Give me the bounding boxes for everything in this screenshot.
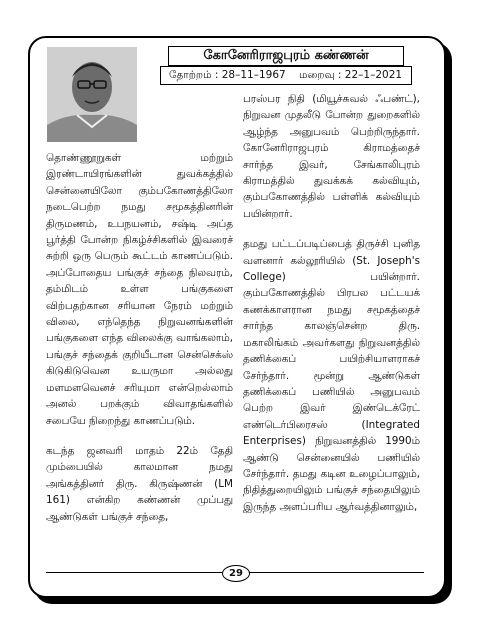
paragraph: தமது பட்டப்படிப்பைத் திருச்சி புனித வளனார் கல்லூரியில் (St. Joseph's College) பயின்றார். கும்பகோணத்தில் பிரபல பட்டயக் கணக்காளரான நமது சமூகத்தைச் சார்ந்த காலஞ்சென்ற திரு. மகாலிங்கம் அவர்களது நிறுவனத்தில் தணிக்கைப் பயிற்சியாளராகச் சேர்ந்தார். மூன்று ஆண்டுகள் தணிக்கைப் பணியில் அனுபவம் பெற்ற இவர் இண்டெக்ரேட் எண்டெர்பிரைசஸ் (Integrated Enterprises) நிறுவனத்தில் 1990ம் ஆண்டு சென்னையில் பணியில் சேர்ந்தார். தமது கடின உழைப்பாலும், நிதித்துறையிலும் பங்குச் சந்தையிலும் இருந்த அளப்பரிய ஆர்வத்தினாலும், [243,238,420,513]
birth-date: தோற்றம் : 28–11–1967 [169,69,286,81]
portrait-illustration [47,47,137,142]
portrait-photo [47,47,137,142]
dates-box [160,66,412,85]
page-number: 29 [222,565,250,582]
right-column [243,91,420,515]
paragraph: பரஸ்பர நிதி (மியூச்சுவல் ஃபண்ட்), நிறுவன முதலீடு போன்ற துறைகளில் ஆழ்ந்த அனுபவம் பெற்றிருந்தார். கோனேரிராஜபுரம் கிராமத்தைச் சார்ந்த இவர், சேங்காலிபுரம் கிராமத்தில் துவக்கக் கல்வியும், கும்பகோணத்தில் பள்ளிக் கல்வியும் பயின்றார். [243,93,420,220]
death-date: மறைவு : 22–1–2021 [299,69,403,81]
footer-rule-left [46,572,222,573]
paragraph: கடந்த ஜனவரி மாதம் 22ம் தேதி மும்பையில் காலமான நமது அங்கத்தினர் திரு. கிருஷ்ணன் (LM 161) என்கிற கண்ணன் முப்பது ஆண்டுகள் பங்குச் சந்தை, [46,444,233,523]
obituary-title: கோனேரிராஜபுரம் கண்ணன் [168,46,404,66]
paragraph: தொண்ணூறுகள் மற்றும் இரண்டாயிரங்களின் துவக்கத்தில் சென்னையிலோ கும்பகோணத்திலோ நடைபெற்ற நமது சமூகத்தினரின் திருமணம், உபநயனம், சஷ்டி அப்த பூர்த்தி போன்ற நிகழ்ச்சிகளில் இவரைச் சுற்றி ஒரு பெரும் கூட்டம் காணப்படும். அப்போதைய பங்குச் சந்தை நிலவரம், தம்மிடம் உள்ள பங்குகளை விற்பதற்கான சரியான நேரம் மற்றும் விலை, எந்தெந்த நிறுவனங்களின் பங்குகளை எந்த விலைக்கு வாங்கலாம், பங்குச் சந்தைக் குறியீடான சென்செக்ஸ் கிடுகிடுவென உயருமா அல்லது மளமளவெனச் சரியுமா என்றெல்லாம் அனல் பறக்கும் விவாதங்களில் சபையே நிறைந்து காணப்படும். [46,152,233,427]
left-column [46,150,233,525]
footer-rule-right [248,572,424,573]
